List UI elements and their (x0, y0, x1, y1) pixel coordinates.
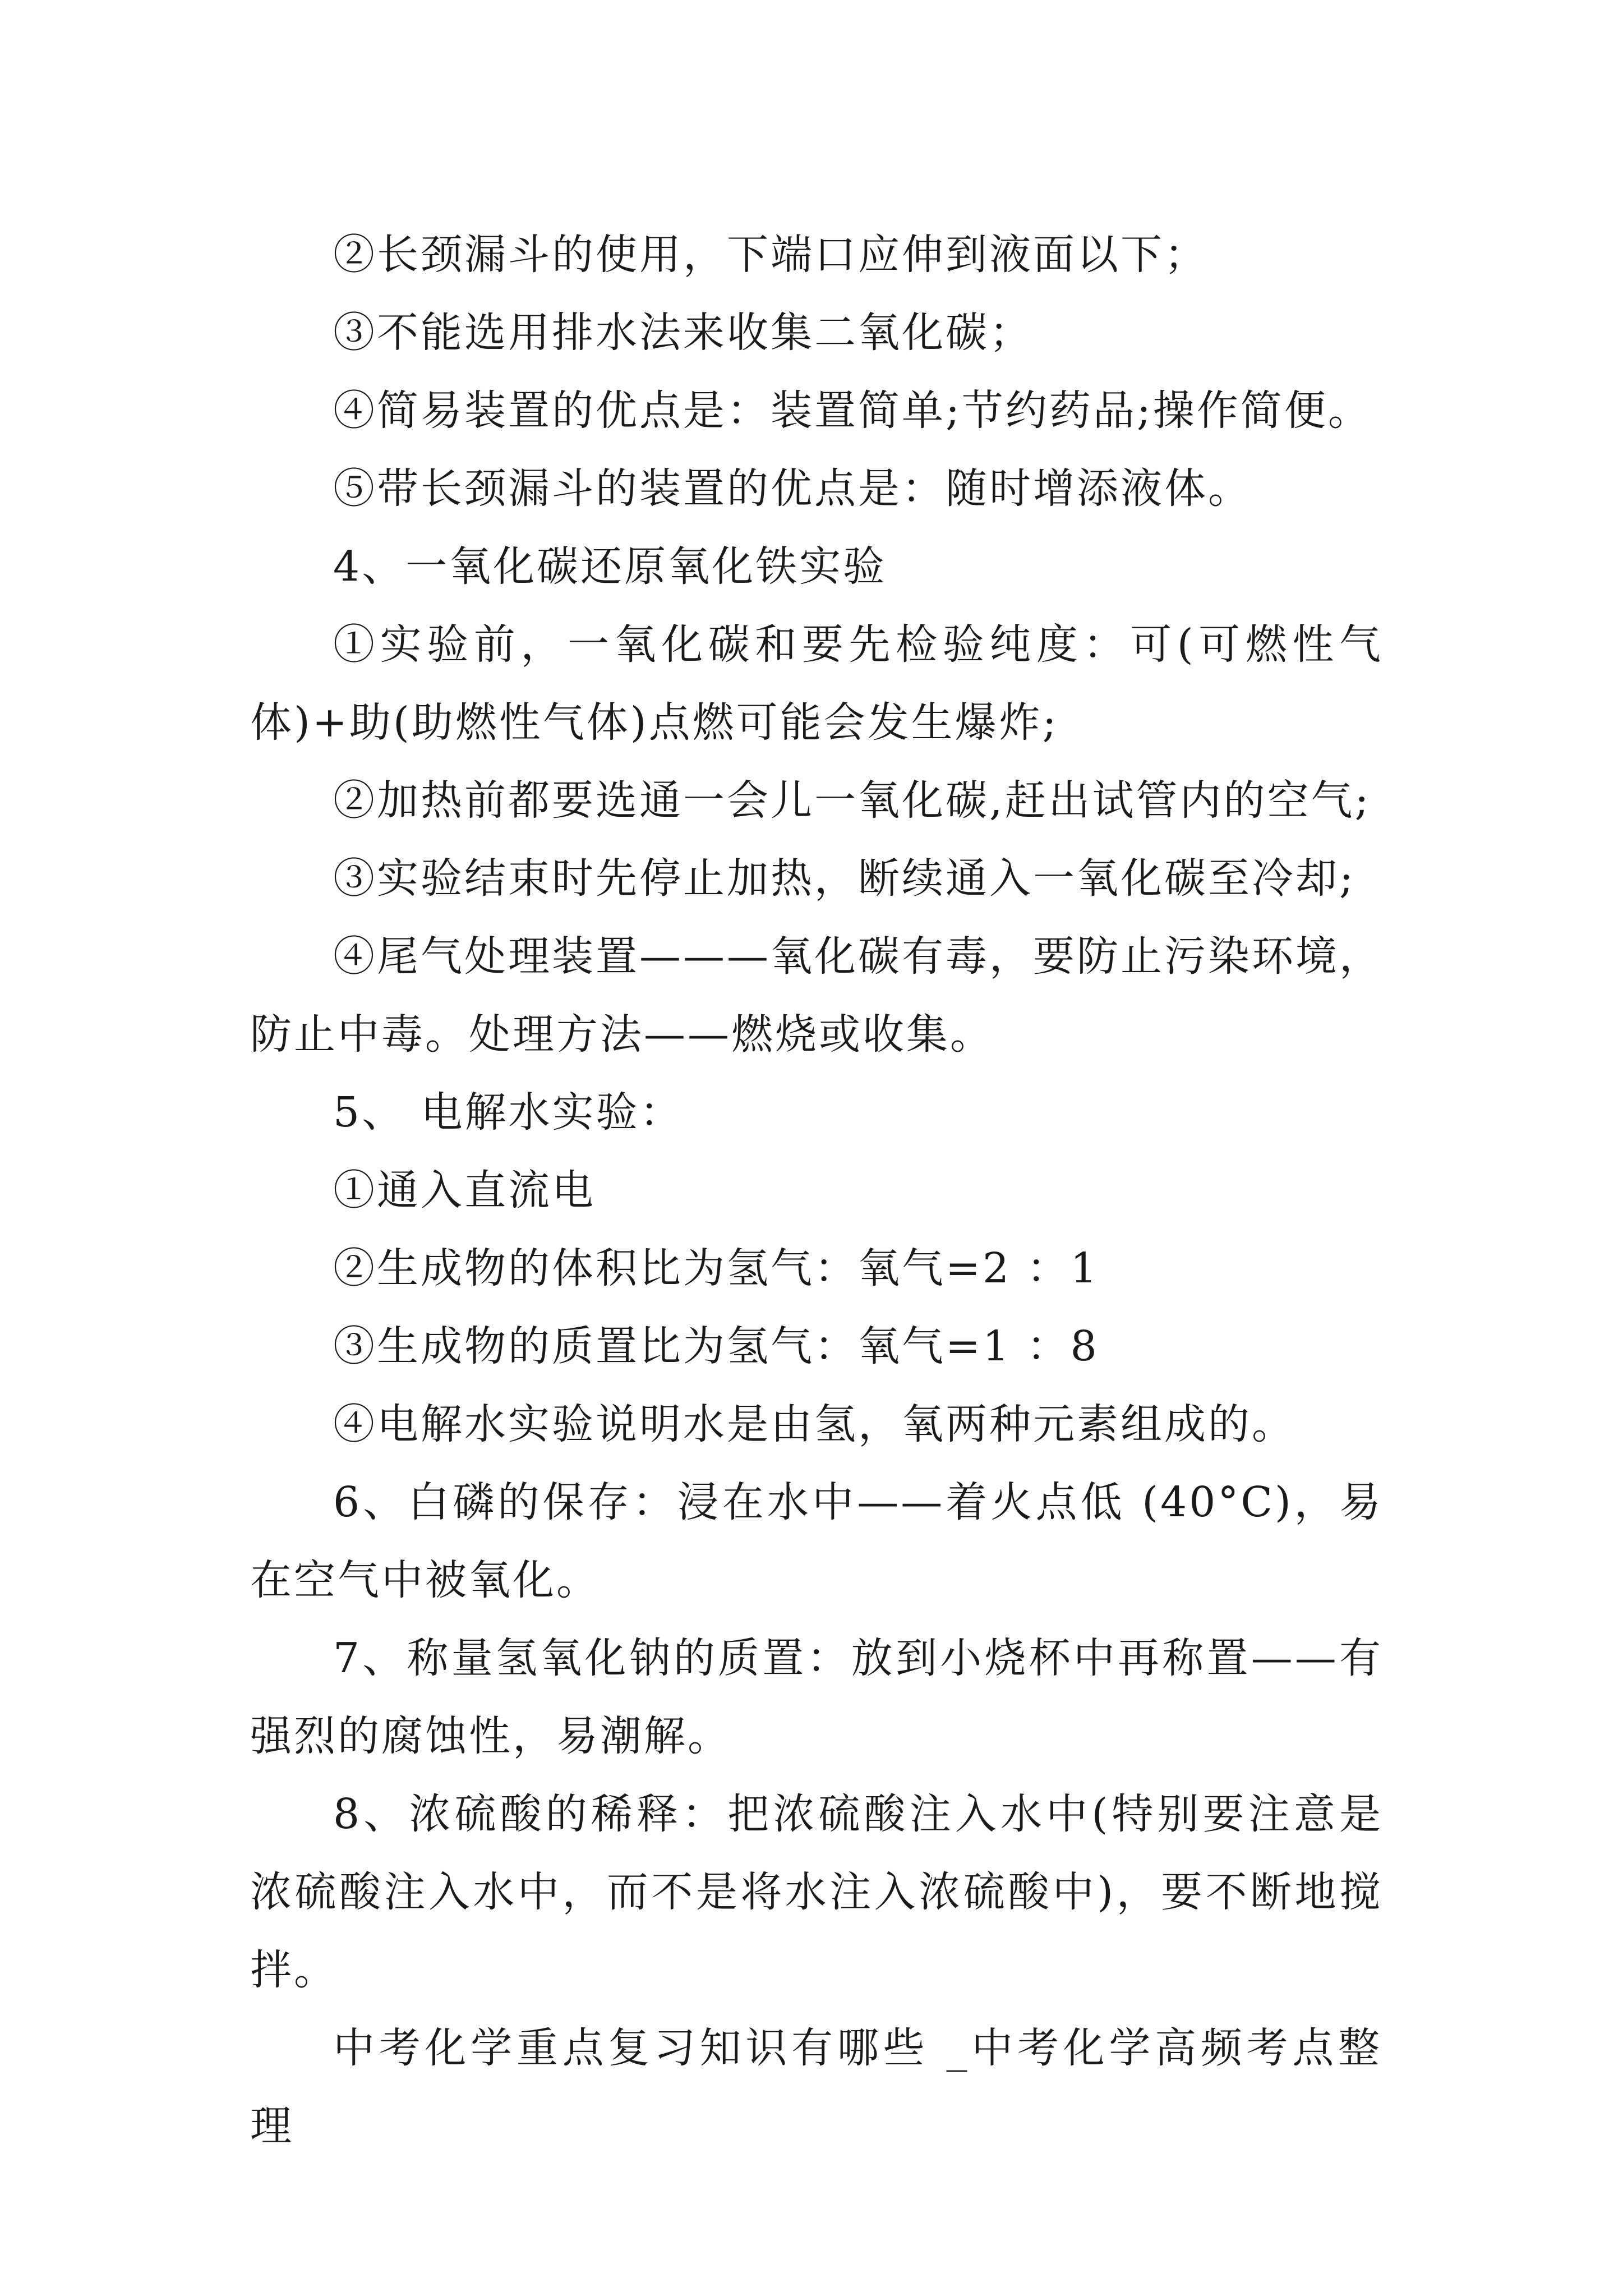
heading-electrolysis-experiment: 5、 电解水实验： (333, 1088, 684, 1137)
paragraph-purity-check: ①实验前，一氧化碳和要先检验纯度：可(可燃性气体)+助(助燃性气体)点燃可能会发生爆炸; (250, 620, 1383, 747)
paragraph-no-water-collection: ③不能选用排水法来收集二氧化碳； (333, 309, 1033, 357)
paragraph-water-composition: ④电解水实验说明水是由氢，氧两种元素组成的。 (333, 1400, 1295, 1448)
paragraph-article-title: 中考化学重点复习知识有哪些 _中考化学高频考点整理 (250, 2024, 1383, 2150)
paragraph-volume-ratio: ②生成物的体积比为氢气：氧气=2 ：1 (333, 1244, 1099, 1292)
paragraph-cooling-procedure: ③实验结束时先停止加热，断续通入一氧化碳至冷却; (333, 854, 1355, 903)
paragraph-funnel-usage: ②长颈漏斗的使用，下端口应伸到液面以下； (333, 231, 1208, 279)
paragraph-preheat-purge: ②加热前都要选通一会儿一氧化碳,赶出试管内的空气; (333, 776, 1371, 825)
paragraph-direct-current: ①通入直流电 (333, 1166, 596, 1214)
paragraph-tail-gas-treatment: ④尾气处理装置———氧化碳有毒，要防止污染环境，防止中毒。处理方法——燃烧或收集。 (250, 932, 1383, 1059)
paragraph-mass-ratio: ③生成物的质置比为氢气：氧气=1 ：8 (333, 1322, 1099, 1370)
heading-co-reduction-experiment: 4、一氧化碳还原氧化铁实验 (333, 542, 887, 591)
paragraph-simple-apparatus-advantages: ④简易装置的优点是：装置简单;节约药品;操作简便。 (333, 386, 1372, 435)
paragraph-funnel-apparatus-advantages: ⑤带长颈漏斗的装置的优点是：随时增添液体。 (333, 464, 1252, 513)
paragraph-white-phosphorus-storage: 6、白磷的保存：浸在水中——着火点低 (40°C)，易在空气中被氧化。 (250, 1478, 1383, 1604)
paragraph-naoh-weighing: 7、称量氢氧化钠的质置：放到小烧杯中再称置——有强烈的腐蚀性，易潮解。 (250, 1634, 1383, 1760)
document-body (250, 216, 1383, 2165)
paragraph-sulfuric-acid-dilution: 8、浓硫酸的稀释：把浓硫酸注入水中(特别要注意是浓硫酸注入水中，而不是将水注入浓硫酸中)，要不断地搅拌。 (250, 1790, 1383, 1994)
